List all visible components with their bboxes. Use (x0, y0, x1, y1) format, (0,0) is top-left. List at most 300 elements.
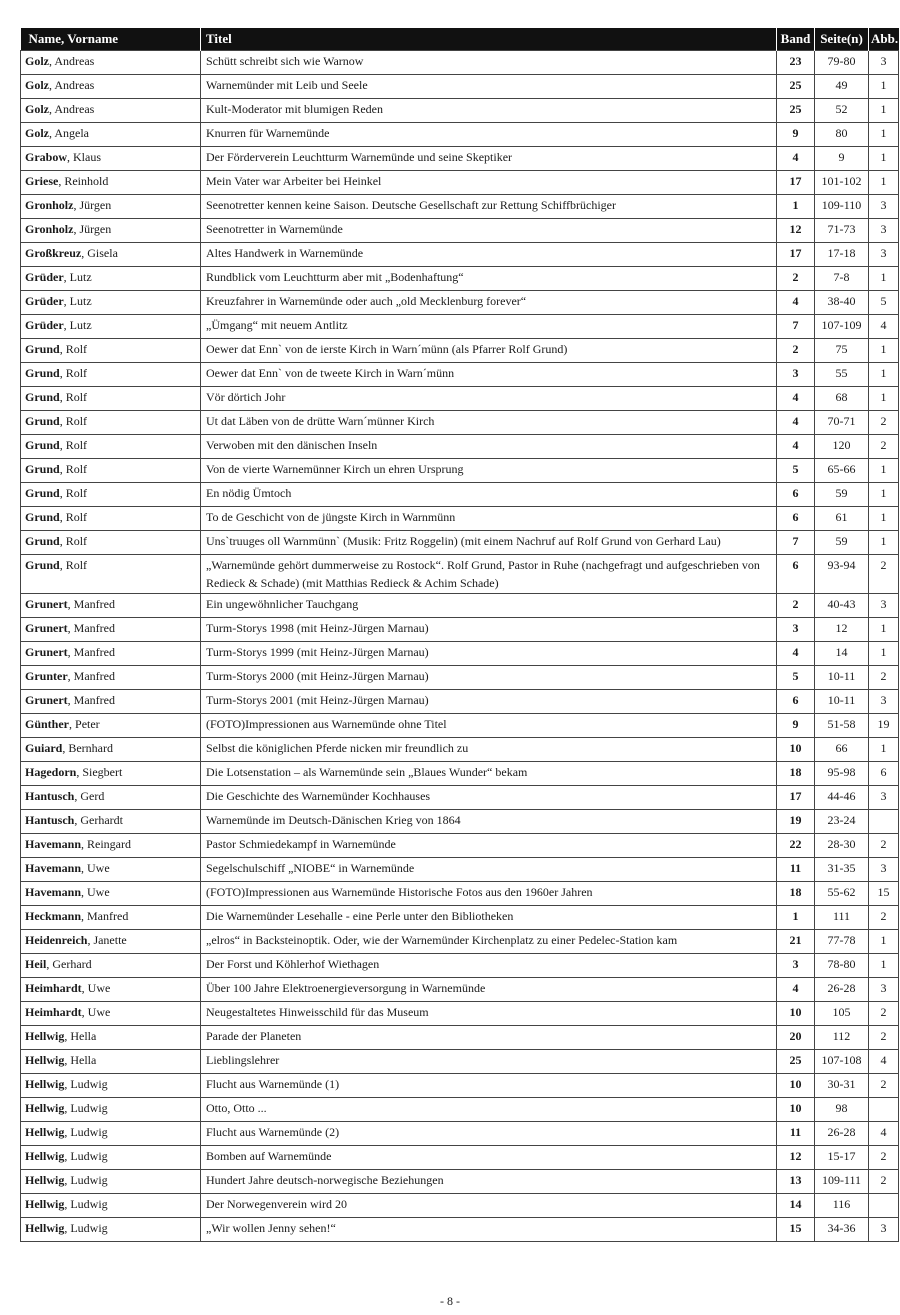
pages-cell: 77-78 (815, 930, 869, 954)
author-cell (21, 1074, 201, 1098)
author-firstname: , Ludwig (64, 1221, 108, 1235)
author-firstname: , Manfred (67, 597, 115, 611)
abb-cell: 1 (869, 387, 899, 411)
band-cell: 25 (777, 75, 815, 99)
band-cell: 12 (777, 219, 815, 243)
author-surname: Heckmann (25, 909, 82, 923)
band-cell: 6 (777, 690, 815, 714)
table-row (21, 507, 899, 531)
author-cell (21, 906, 201, 930)
author-firstname: , Jürgen (73, 198, 112, 212)
author-firstname: , Gerd (74, 789, 105, 803)
abb-cell: 1 (869, 123, 899, 147)
author-firstname: , Rolf (59, 486, 88, 500)
pages-cell: 34-36 (815, 1218, 869, 1242)
abb-cell: 2 (869, 435, 899, 459)
title-cell: Altes Handwerk in Warnemünde (201, 243, 777, 267)
author-cell (21, 75, 201, 99)
abb-cell: 1 (869, 459, 899, 483)
title-cell: „Wir wollen Jenny sehen!“ (201, 1218, 777, 1242)
band-cell: 6 (777, 483, 815, 507)
table-row (21, 954, 899, 978)
abb-cell: 1 (869, 267, 899, 291)
author-surname: Guiard (25, 741, 63, 755)
table-row (21, 147, 899, 171)
pages-cell: 28-30 (815, 834, 869, 858)
title-cell: Flucht aus Warnemünde (2) (201, 1122, 777, 1146)
band-cell: 7 (777, 531, 815, 555)
table-row (21, 1074, 899, 1098)
pages-cell: 109-110 (815, 195, 869, 219)
title-cell: Vör dörtich Johr (201, 387, 777, 411)
author-cell (21, 642, 201, 666)
pages-cell: 65-66 (815, 459, 869, 483)
pages-cell: 70-71 (815, 411, 869, 435)
table-row (21, 243, 899, 267)
author-cell (21, 195, 201, 219)
pages-cell: 31-35 (815, 858, 869, 882)
author-surname: Hantusch (25, 789, 75, 803)
author-surname: Golz (25, 54, 49, 68)
author-cell (21, 459, 201, 483)
table-row (21, 267, 899, 291)
pages-cell: 38-40 (815, 291, 869, 315)
author-cell (21, 762, 201, 786)
author-surname: Golz (25, 78, 49, 92)
pages-cell: 44-46 (815, 786, 869, 810)
author-firstname: , Jürgen (73, 222, 112, 236)
author-firstname: , Ludwig (64, 1125, 108, 1139)
abb-cell: 3 (869, 858, 899, 882)
title-cell: (FOTO)Impressionen aus Warnemünde ohne Titel (201, 714, 777, 738)
abb-cell: 2 (869, 1146, 899, 1170)
author-firstname: , Siegbert (76, 765, 123, 779)
author-surname: Hellwig (25, 1173, 65, 1187)
title-cell: To de Geschicht von de jüngste Kirch in Warnmünn (201, 507, 777, 531)
abb-cell: 2 (869, 1026, 899, 1050)
author-firstname: , Uwe (81, 981, 111, 995)
author-firstname: , Rolf (59, 342, 88, 356)
author-firstname: , Rolf (59, 414, 88, 428)
title-cell: Uns`truuges oll Warnmünn` (Musik: Fritz Roggelin) (mit einem Nachruf auf Rolf Grund von Gerhard Lau) (201, 531, 777, 555)
author-cell (21, 930, 201, 954)
title-cell: Flucht aus Warnemünde (1) (201, 1074, 777, 1098)
author-firstname: , Andreas (49, 54, 95, 68)
author-firstname: , Andreas (49, 102, 95, 116)
author-surname: Havemann (25, 885, 82, 899)
title-cell: Ut dat Läben von de drütte Warn´münner Kirch (201, 411, 777, 435)
pages-cell: 9 (815, 147, 869, 171)
author-cell (21, 1170, 201, 1194)
abb-cell: 1 (869, 363, 899, 387)
abb-cell: 2 (869, 411, 899, 435)
band-cell: 17 (777, 243, 815, 267)
title-cell: Otto, Otto ... (201, 1098, 777, 1122)
abb-cell: 4 (869, 1050, 899, 1074)
author-surname: Grund (25, 390, 60, 404)
title-cell: Hundert Jahre deutsch-norwegische Beziehungen (201, 1170, 777, 1194)
band-cell: 7 (777, 315, 815, 339)
table-row (21, 1194, 899, 1218)
author-surname: Grund (25, 414, 60, 428)
author-cell (21, 51, 201, 75)
table-row (21, 387, 899, 411)
pages-cell: 40-43 (815, 594, 869, 618)
author-cell (21, 978, 201, 1002)
author-surname: Grund (25, 462, 60, 476)
table-row (21, 75, 899, 99)
band-cell: 18 (777, 882, 815, 906)
author-firstname: , Manfred (67, 669, 115, 683)
abb-cell: 1 (869, 642, 899, 666)
author-firstname: , Bernhard (62, 741, 113, 755)
table-row (21, 930, 899, 954)
author-firstname: , Klaus (67, 150, 101, 164)
abb-cell: 3 (869, 243, 899, 267)
table-row (21, 738, 899, 762)
band-cell: 14 (777, 1194, 815, 1218)
author-surname: Grüder (25, 270, 64, 284)
pages-cell: 66 (815, 738, 869, 762)
pages-cell: 59 (815, 483, 869, 507)
table-row (21, 978, 899, 1002)
author-firstname: , Hella (64, 1029, 97, 1043)
band-cell: 4 (777, 435, 815, 459)
band-cell: 4 (777, 387, 815, 411)
abb-cell: 4 (869, 1122, 899, 1146)
abb-cell: 3 (869, 1218, 899, 1242)
title-cell: Selbst die königlichen Pferde nicken mir freundlich zu (201, 738, 777, 762)
abb-cell: 1 (869, 147, 899, 171)
pages-cell: 55 (815, 363, 869, 387)
author-cell (21, 291, 201, 315)
author-cell (21, 690, 201, 714)
author-surname: Golz (25, 126, 49, 140)
author-firstname: , Reinhold (58, 174, 109, 188)
author-surname: Hellwig (25, 1077, 65, 1091)
author-cell (21, 1002, 201, 1026)
author-firstname: , Hella (64, 1053, 97, 1067)
author-surname: Heimhardt (25, 981, 82, 995)
author-firstname: , Lutz (63, 270, 92, 284)
pages-cell: 68 (815, 387, 869, 411)
band-cell: 19 (777, 810, 815, 834)
abb-cell: 3 (869, 978, 899, 1002)
pages-cell: 95-98 (815, 762, 869, 786)
band-cell: 25 (777, 99, 815, 123)
title-cell: „elros“ in Backsteinoptik. Oder, wie der Warnemünder Kirchenplatz zu einer Pedelec-Station kam (201, 930, 777, 954)
band-cell: 9 (777, 714, 815, 738)
title-cell: Bomben auf Warnemünde (201, 1146, 777, 1170)
table-row (21, 531, 899, 555)
table-row (21, 171, 899, 195)
title-cell: Seenotretter in Warnemünde (201, 219, 777, 243)
abb-cell: 1 (869, 531, 899, 555)
author-firstname: , Manfred (67, 621, 115, 635)
abb-cell: 19 (869, 714, 899, 738)
band-cell: 11 (777, 858, 815, 882)
author-firstname: , Ludwig (64, 1149, 108, 1163)
table-row (21, 435, 899, 459)
title-cell: En nödig Ümtoch (201, 483, 777, 507)
pages-cell: 10-11 (815, 666, 869, 690)
author-firstname: , Gisela (81, 246, 118, 260)
table-row (21, 483, 899, 507)
pages-cell: 107-108 (815, 1050, 869, 1074)
title-cell: Turm-Storys 1998 (mit Heinz-Jürgen Marnau) (201, 618, 777, 642)
author-surname: Hagedorn (25, 765, 77, 779)
band-cell: 15 (777, 1218, 815, 1242)
title-cell: Rundblick vom Leuchtturm aber mit „Bodenhaftung“ (201, 267, 777, 291)
pages-cell: 107-109 (815, 315, 869, 339)
band-cell: 23 (777, 51, 815, 75)
band-cell: 25 (777, 1050, 815, 1074)
band-cell: 2 (777, 594, 815, 618)
author-cell (21, 1026, 201, 1050)
band-cell: 3 (777, 618, 815, 642)
table-row (21, 315, 899, 339)
title-cell: Oewer dat Enn` von de tweete Kirch in Warn´münn (201, 363, 777, 387)
author-cell (21, 786, 201, 810)
author-firstname: , Lutz (63, 318, 92, 332)
author-firstname: , Andreas (49, 78, 95, 92)
author-cell (21, 555, 201, 594)
title-cell: Der Norwegenverein wird 20 (201, 1194, 777, 1218)
author-firstname: , Uwe (81, 861, 110, 875)
abb-cell: 3 (869, 594, 899, 618)
title-cell: (FOTO)Impressionen aus Warnemünde Historische Fotos aus den 1960er Jahren (201, 882, 777, 906)
table-row (21, 99, 899, 123)
author-surname: Gronholz (25, 222, 74, 236)
table-row (21, 123, 899, 147)
author-surname: Grunert (25, 693, 68, 707)
author-firstname: , Rolf (59, 438, 88, 452)
author-surname: Hellwig (25, 1053, 65, 1067)
abb-cell: 2 (869, 906, 899, 930)
author-firstname: , Rolf (59, 510, 88, 524)
table-row (21, 810, 899, 834)
title-cell: Die Warnemünder Lesehalle - eine Perle unter den Bibliotheken (201, 906, 777, 930)
abb-cell: 3 (869, 219, 899, 243)
title-cell: Oewer dat Enn` von de ierste Kirch in Warn´münn (als Pfarrer Rolf Grund) (201, 339, 777, 363)
author-firstname: , Reingard (81, 837, 132, 851)
author-cell (21, 1050, 201, 1074)
author-firstname: , Angela (49, 126, 89, 140)
abb-cell: 2 (869, 666, 899, 690)
author-firstname: , Uwe (81, 1005, 111, 1019)
abb-cell: 5 (869, 291, 899, 315)
author-surname: Hellwig (25, 1149, 65, 1163)
pages-cell: 75 (815, 339, 869, 363)
author-firstname: , Rolf (59, 390, 88, 404)
author-surname: Grunter (25, 669, 68, 683)
abb-cell: 2 (869, 555, 899, 594)
author-cell (21, 810, 201, 834)
pages-cell: 93-94 (815, 555, 869, 594)
abb-cell: 1 (869, 954, 899, 978)
title-cell: Turm-Storys 1999 (mit Heinz-Jürgen Marnau) (201, 642, 777, 666)
abb-cell: 1 (869, 75, 899, 99)
pages-cell: 98 (815, 1098, 869, 1122)
band-cell: 3 (777, 954, 815, 978)
table-row (21, 618, 899, 642)
author-surname: Havemann (25, 861, 82, 875)
table-row (21, 882, 899, 906)
title-cell: Neugestaltetes Hinweisschild für das Museum (201, 1002, 777, 1026)
author-surname: Grund (25, 486, 60, 500)
abb-cell: 1 (869, 738, 899, 762)
title-cell: Mein Vater war Arbeiter bei Heinkel (201, 171, 777, 195)
band-cell: 4 (777, 147, 815, 171)
pages-cell: 101-102 (815, 171, 869, 195)
pages-cell: 61 (815, 507, 869, 531)
band-cell: 6 (777, 507, 815, 531)
title-cell: Kreuzfahrer in Warnemünde oder auch „old Mecklenburg forever“ (201, 291, 777, 315)
band-cell: 12 (777, 1146, 815, 1170)
table-row (21, 834, 899, 858)
abb-cell: 1 (869, 483, 899, 507)
author-surname: Grunert (25, 597, 68, 611)
pages-cell: 52 (815, 99, 869, 123)
author-surname: Günther (25, 717, 70, 731)
author-firstname: , Uwe (81, 885, 110, 899)
band-cell: 2 (777, 339, 815, 363)
author-surname: Heimhardt (25, 1005, 82, 1019)
author-cell (21, 99, 201, 123)
band-cell: 22 (777, 834, 815, 858)
pages-cell: 51-58 (815, 714, 869, 738)
author-firstname: , Gerhardt (74, 813, 124, 827)
abb-cell: 3 (869, 786, 899, 810)
table-row (21, 786, 899, 810)
band-cell: 5 (777, 666, 815, 690)
author-cell (21, 339, 201, 363)
abb-cell: 15 (869, 882, 899, 906)
title-cell: Der Forst und Köhlerhof Wiethagen (201, 954, 777, 978)
author-cell (21, 882, 201, 906)
author-cell (21, 666, 201, 690)
title-cell: Verwoben mit den dänischen Inseln (201, 435, 777, 459)
pages-cell: 79-80 (815, 51, 869, 75)
band-cell: 5 (777, 459, 815, 483)
title-cell: Lieblingslehrer (201, 1050, 777, 1074)
author-firstname: , Janette (87, 933, 127, 947)
abb-cell: 1 (869, 99, 899, 123)
author-surname: Griese (25, 174, 59, 188)
table-row (21, 1146, 899, 1170)
band-cell: 10 (777, 1098, 815, 1122)
author-surname: Hellwig (25, 1221, 65, 1235)
pages-cell: 12 (815, 618, 869, 642)
title-cell: Turm-Storys 2001 (mit Heinz-Jürgen Marnau) (201, 690, 777, 714)
band-cell: 18 (777, 762, 815, 786)
table-row (21, 339, 899, 363)
table-row (21, 1098, 899, 1122)
title-cell: „Warnemünde gehört dummerweise zu Rostock“. Rolf Grund, Pastor in Ruhe (nachgefragt und aufgeschrieben von Redieck & Schade) (mit Matthias Redieck & Achim Schade) (201, 555, 777, 594)
band-cell: 1 (777, 195, 815, 219)
title-cell: Kult-Moderator mit blumigen Reden (201, 99, 777, 123)
band-cell: 17 (777, 171, 815, 195)
abb-cell: 6 (869, 762, 899, 786)
title-cell: Über 100 Jahre Elektroenergieversorgung in Warnemünde (201, 978, 777, 1002)
author-firstname: , Ludwig (64, 1077, 108, 1091)
title-cell: Seenotretter kennen keine Saison. Deutsche Gesellschaft zur Rettung Schiffbrüchiger (201, 195, 777, 219)
author-cell (21, 315, 201, 339)
author-firstname: , Manfred (81, 909, 129, 923)
author-surname: Havemann (25, 837, 82, 851)
author-surname: Grunert (25, 645, 68, 659)
abb-cell: 2 (869, 1074, 899, 1098)
author-cell (21, 1098, 201, 1122)
author-surname: Grund (25, 366, 60, 380)
table-row (21, 1026, 899, 1050)
pages-cell: 59 (815, 531, 869, 555)
title-cell: Turm-Storys 2000 (mit Heinz-Jürgen Marnau) (201, 666, 777, 690)
pages-cell: 7-8 (815, 267, 869, 291)
band-cell: 4 (777, 978, 815, 1002)
table-row (21, 714, 899, 738)
author-cell (21, 267, 201, 291)
table-row (21, 291, 899, 315)
band-cell: 11 (777, 1122, 815, 1146)
abb-cell: 3 (869, 690, 899, 714)
band-cell: 21 (777, 930, 815, 954)
author-cell (21, 738, 201, 762)
table-row (21, 1170, 899, 1194)
author-cell (21, 1218, 201, 1242)
table-row (21, 1122, 899, 1146)
author-firstname: , Lutz (63, 294, 92, 308)
title-cell: Die Lotsenstation – als Warnemünde sein „Blaues Wunder“ bekam (201, 762, 777, 786)
author-firstname: , Manfred (67, 693, 115, 707)
author-index-table (20, 28, 899, 1242)
pages-cell: 26-28 (815, 1122, 869, 1146)
abb-cell: 4 (869, 315, 899, 339)
pages-cell: 112 (815, 1026, 869, 1050)
author-cell (21, 834, 201, 858)
author-cell (21, 714, 201, 738)
table-row (21, 690, 899, 714)
table-row (21, 906, 899, 930)
table-header (21, 28, 899, 51)
author-surname: Grund (25, 558, 60, 572)
pages-cell: 30-31 (815, 1074, 869, 1098)
abb-cell: 1 (869, 507, 899, 531)
band-cell: 6 (777, 555, 815, 594)
author-surname: Hellwig (25, 1029, 65, 1043)
band-cell: 9 (777, 123, 815, 147)
pages-cell: 23-24 (815, 810, 869, 834)
author-surname: Grüder (25, 318, 64, 332)
author-firstname: , Rolf (59, 462, 88, 476)
header-row (21, 28, 899, 51)
author-cell (21, 483, 201, 507)
pages-cell: 120 (815, 435, 869, 459)
author-cell (21, 858, 201, 882)
table-body (21, 51, 899, 1242)
author-surname: Grund (25, 438, 60, 452)
header-name: Name, Vorname (21, 28, 201, 51)
title-cell: Der Förderverein Leuchtturm Warnemünde und seine Skeptiker (201, 147, 777, 171)
title-cell: Knurren für Warnemünde (201, 123, 777, 147)
author-cell (21, 243, 201, 267)
pages-cell: 26-28 (815, 978, 869, 1002)
header-pages: Seite(n) (815, 28, 869, 51)
title-cell: Warnemünde im Deutsch-Dänischen Krieg von 1864 (201, 810, 777, 834)
band-cell: 2 (777, 267, 815, 291)
band-cell: 10 (777, 1074, 815, 1098)
pages-cell: 109-111 (815, 1170, 869, 1194)
